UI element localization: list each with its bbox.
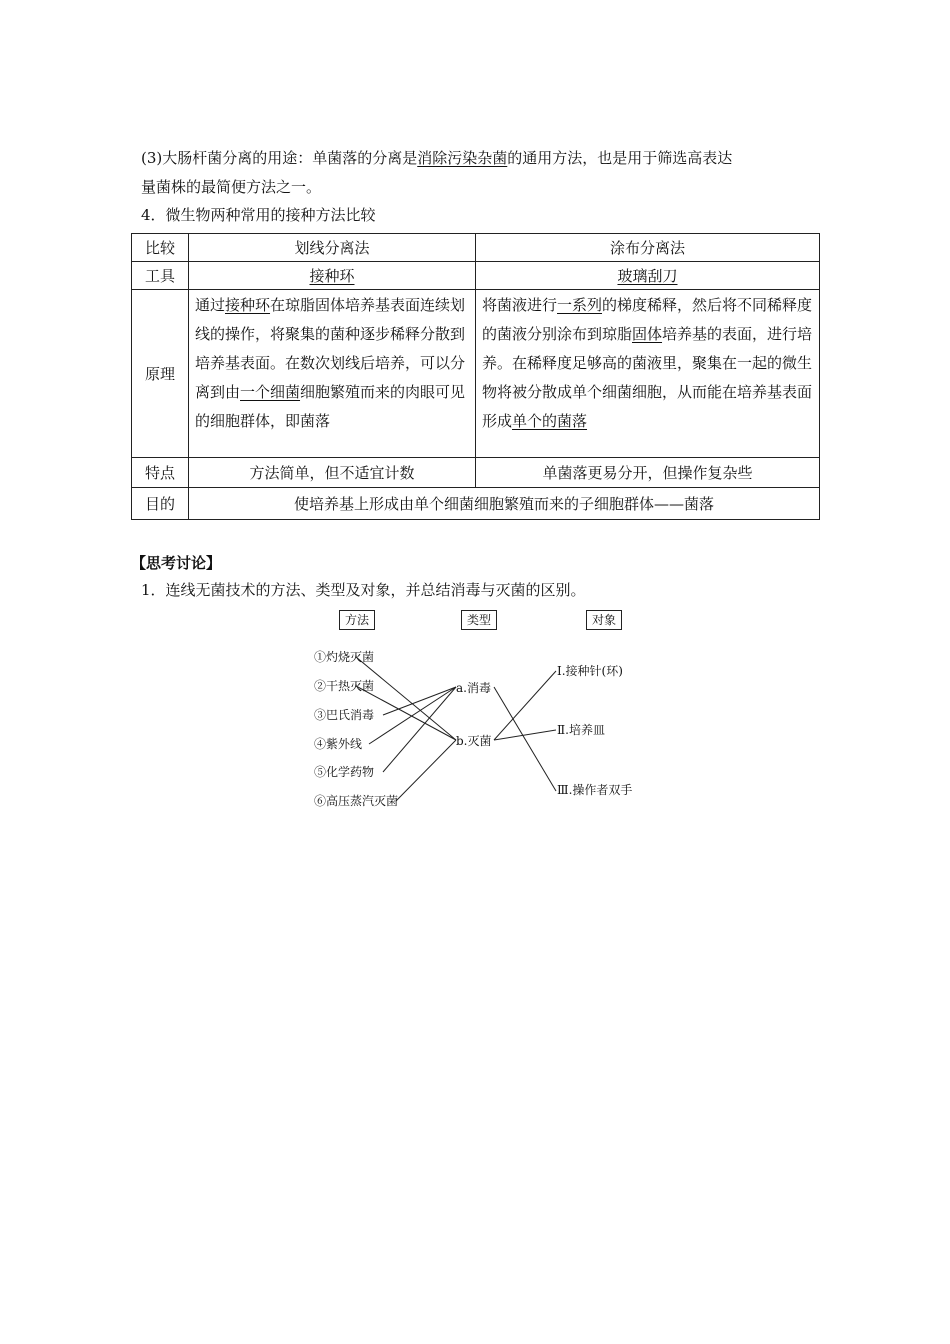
link-6-b [396,740,456,801]
method-5: ⑤化学药物 [314,765,375,779]
row-label-purpose: 目的 [132,488,189,520]
link-b-I [494,671,556,740]
para3-line2: 量菌株的最简便方法之一。 [141,178,322,196]
feature-spread: 单菌落更易分开，但操作复杂些 [476,458,820,488]
principle-streak: 通过接种环在琼脂固体培养基表面连续划线的操作，将聚集的菌种逐步稀释分散到培养基表面。在数次划线后培养，可以分离到由一个细菌细胞繁殖而来的肉眼可见的细胞群体，即菌落 [189,290,476,458]
object-3: Ⅲ.操作者双手 [557,783,633,797]
row-label-principle: 原理 [132,290,189,458]
section4-title: 4．微生物两种常用的接种方法比较 [141,206,376,224]
table-header-row [132,234,820,262]
row-label-feature: 特点 [132,458,189,488]
para3-line1: (3)大肠杆菌分离的用途：单菌落的分离是消除污染杂菌的通用方法，也是用于筛选高表达 [141,149,733,167]
feature-streak: 方法简单，但不适宜计数 [189,458,476,488]
table-row-purpose [132,488,820,520]
type-a: a.消毒 [456,681,491,695]
method-2: ②干热灭菌 [314,679,375,693]
method-6: ⑥高压蒸汽灭菌 [314,794,399,808]
header-compare: 比较 [132,234,189,262]
principle-spread: 将菌液进行一系列的梯度稀释，然后将不同稀释度的菌液分别涂布到琼脂固体培养基的表面，进行培养。在稀释度足够高的菌液里，聚集在一起的微生物将被分散成单个细菌细胞，从而能在培养基表面形成单个的菌落 [476,290,820,458]
underlined-answer: 消除污染杂菌 [417,149,508,167]
header-object: 对象 [586,610,622,630]
matching-diagram [300,605,650,820]
method-4: ④紫外线 [314,737,363,751]
method-3: ③巴氏消毒 [314,708,375,722]
tool-streak: 接种环 [189,262,476,290]
link-5-a [383,687,456,772]
header-type: 类型 [461,610,497,630]
type-b: b.灭菌 [456,734,492,748]
comparison-table [131,233,820,520]
object-2: Ⅱ.培养皿 [557,723,605,737]
table-row-tool [132,262,820,290]
link-4-a [369,687,456,744]
purpose-text: 使培养基上形成由单个细菌细胞繁殖而来的子细胞群体——菌落 [189,488,820,520]
table-row-principle [132,290,820,458]
link-1-b [356,657,456,740]
table-row-feature [132,458,820,488]
header-method: 方法 [339,610,375,630]
tool-spread: 玻璃刮刀 [476,262,820,290]
discussion-title: 【思考讨论】 [131,554,222,572]
header-spread: 涂布分离法 [476,234,820,262]
question-1: 1．连线无菌技术的方法、类型及对象，并总结消毒与灭菌的区别。 [141,581,586,599]
header-streak: 划线分离法 [189,234,476,262]
method-1: ①灼烧灭菌 [314,650,375,664]
row-label-tool: 工具 [132,262,189,290]
object-1: Ⅰ.接种针(环) [557,664,623,678]
